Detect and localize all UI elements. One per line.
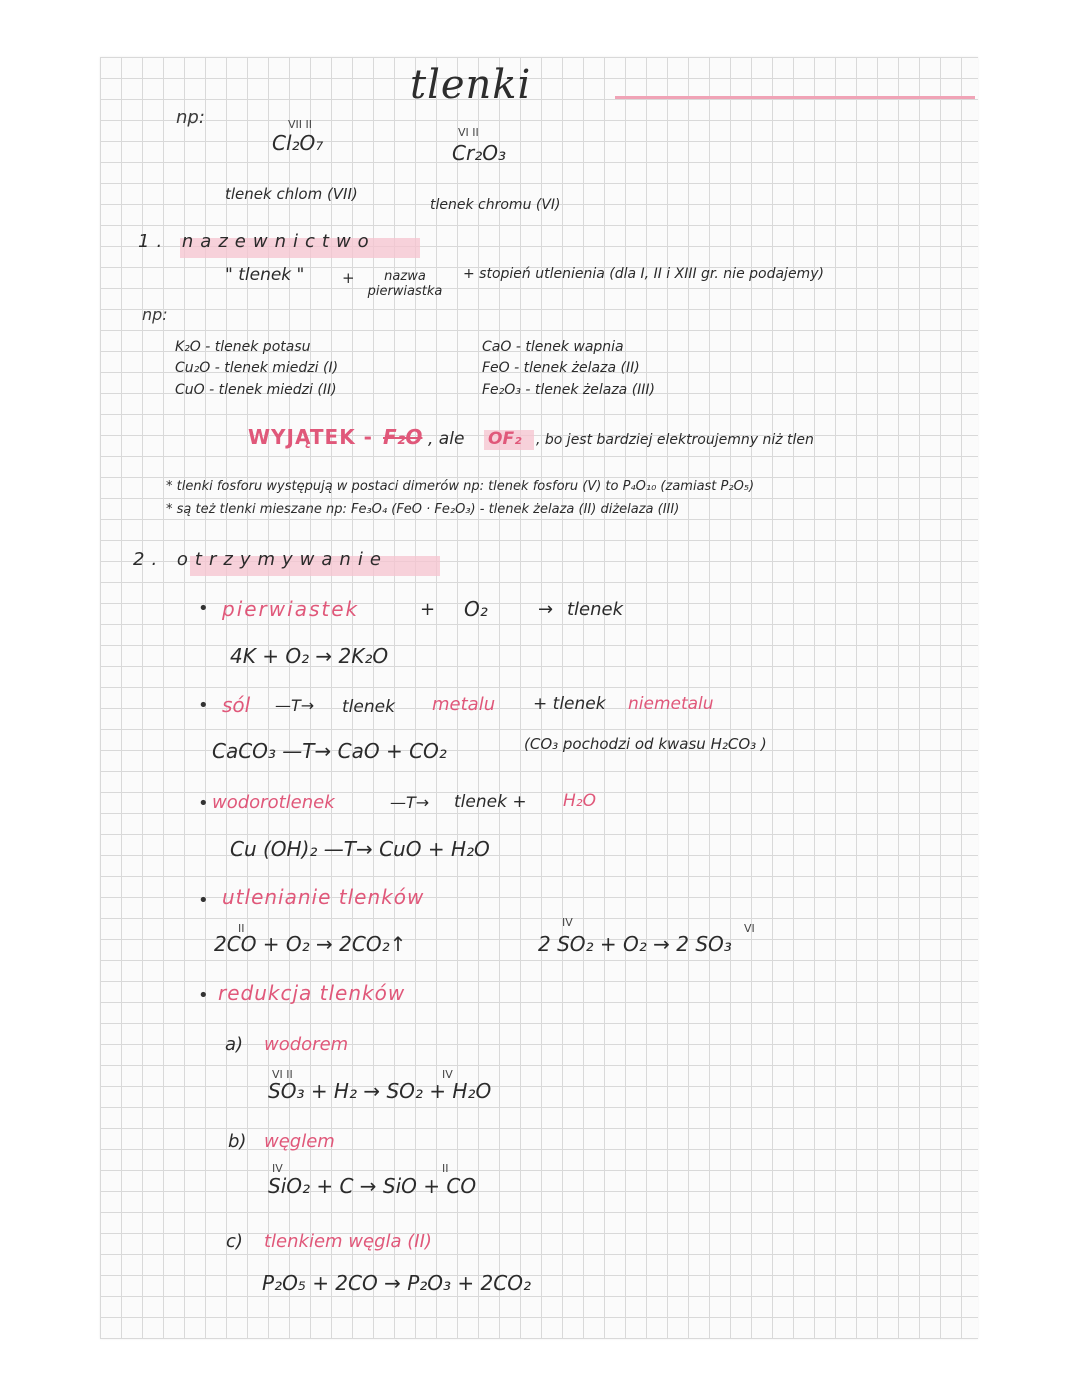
example-right-1: CaO - tlenek wapnia (482, 339, 624, 355)
example-left-2: Cu₂O - tlenek miedzi (I) (175, 360, 339, 376)
valence-cr: VI II (458, 126, 479, 139)
sub-b-valence-1: IV (272, 1162, 283, 1175)
name-cl2o7: tlenek chlom (VII) (225, 185, 358, 203)
bullet-4: • (198, 890, 209, 911)
bullet-1: • (198, 598, 209, 619)
section-heading-naming: 1. nazewnictwo (138, 231, 376, 252)
m1-oxide: tlenek (567, 599, 624, 620)
m2-metal: metalu (432, 694, 496, 715)
m1-plus: + (420, 599, 436, 620)
m2-salt: sól (222, 693, 251, 717)
naming-plus: + (342, 269, 355, 287)
sub-c-title: tlenkiem węgla (II) (264, 1231, 432, 1252)
m1-oxygen: O₂ (464, 597, 488, 621)
exception-but: , ale (428, 429, 465, 449)
m1-element: pierwiastek (222, 597, 360, 621)
sub-c-label: c) (226, 1231, 243, 1252)
m3-arrow: —T→ (390, 793, 430, 812)
np-label-naming: np: (142, 305, 168, 324)
bullet-2: • (198, 695, 209, 716)
m1-example: 4K + O₂ → 2K₂O (230, 644, 389, 668)
m5-title: redukcja tlenków (218, 981, 406, 1005)
m2-oxide: tlenek (342, 697, 395, 717)
m2-example: CaCO₃ —T→ CaO + CO₂ (212, 739, 447, 763)
exception-label: WYJĄTEK - (248, 425, 373, 449)
sub-a-label: a) (225, 1034, 244, 1055)
valence-cl: VII II (288, 118, 312, 131)
note-mixed-oxides: * są też tlenki mieszane np: Fe₃O₄ (FeO · Fe₂O₃) - tlenek żelaza (II) diżelaza (III) (166, 502, 680, 517)
m4-ex1-valence: II (238, 922, 245, 935)
note-phosphorus: * tlenki fosforu występują w postaci dimerów np: tlenek fosforu (V) to P₄O₁₀ (zamiast P₂O₅) (166, 479, 755, 494)
formula-cr2o3: Cr₂O₃ (452, 141, 506, 165)
m3-hydroxide: wodorotlenek (212, 792, 335, 813)
sub-a-valence-2: IV (442, 1068, 453, 1081)
naming-element-name: nazwa pierwiastka (367, 269, 443, 299)
m2-plus-oxide: + tlenek (533, 694, 606, 714)
sub-b-valence-2: II (442, 1162, 449, 1175)
naming-word: " tlenek " (225, 265, 305, 285)
m4-ex2-valence-b: VI (744, 922, 755, 935)
sub-a-example: SO₃ + H₂ → SO₂ + H₂O (268, 1079, 492, 1103)
m4-title: utlenianie tlenków (222, 885, 425, 909)
m1-arrow: → (538, 599, 554, 620)
m3-example: Cu (OH)₂ —T→ CuO + H₂O (230, 837, 490, 861)
m4-example-so2: 2 SO₂ + O₂ → 2 SO₃ (538, 932, 732, 956)
section-heading-obtaining: 2. otrzymywanie (133, 549, 388, 570)
m2-nonmetal: niemetalu (628, 694, 714, 714)
bullet-5: • (198, 985, 209, 1006)
example-right-3: Fe₂O₃ - tlenek żelaza (III) (482, 382, 656, 398)
title-underline (615, 96, 975, 99)
name-cr2o3: tlenek chromu (VI) (430, 197, 561, 213)
sub-a-valence-1: VI II (272, 1068, 293, 1081)
sub-b-example: SiO₂ + C → SiO + CO (268, 1174, 477, 1198)
page-title: tlenki (410, 62, 532, 108)
m4-ex2-valence-a: IV (562, 916, 573, 929)
exception-reason: , bo jest bardziej elektroujemny niż tlen (536, 432, 814, 448)
exception-of2: OF₂ (488, 429, 522, 449)
exception-crossed-formula: F₂O (383, 425, 423, 449)
sub-c-example: P₂O₅ + 2CO → P₂O₃ + 2CO₂ (262, 1271, 531, 1295)
np-label-top: np: (176, 107, 205, 128)
m2-arrow: —T→ (275, 696, 315, 715)
sub-b-label: b) (228, 1131, 247, 1152)
m3-water: H₂O (563, 791, 596, 811)
m2-note: (CO₃ pochodzi od kwasu H₂CO₃ ) (524, 735, 767, 753)
naming-rule: + stopień utlenienia (dla I, II i XIII gr. nie podajemy) (463, 266, 824, 282)
sub-b-title: węglem (264, 1131, 335, 1152)
bullet-3: • (198, 793, 209, 814)
m4-example-co: 2CO + O₂ → 2CO₂↑ (214, 932, 407, 956)
example-left-1: K₂O - tlenek potasu (175, 339, 311, 355)
example-left-3: CuO - tlenek miedzi (II) (175, 382, 337, 398)
m3-oxide: tlenek + (454, 792, 527, 812)
sub-a-title: wodorem (264, 1034, 349, 1055)
example-right-2: FeO - tlenek żelaza (II) (482, 360, 640, 376)
formula-cl2o7: Cl₂O₇ (272, 131, 324, 155)
